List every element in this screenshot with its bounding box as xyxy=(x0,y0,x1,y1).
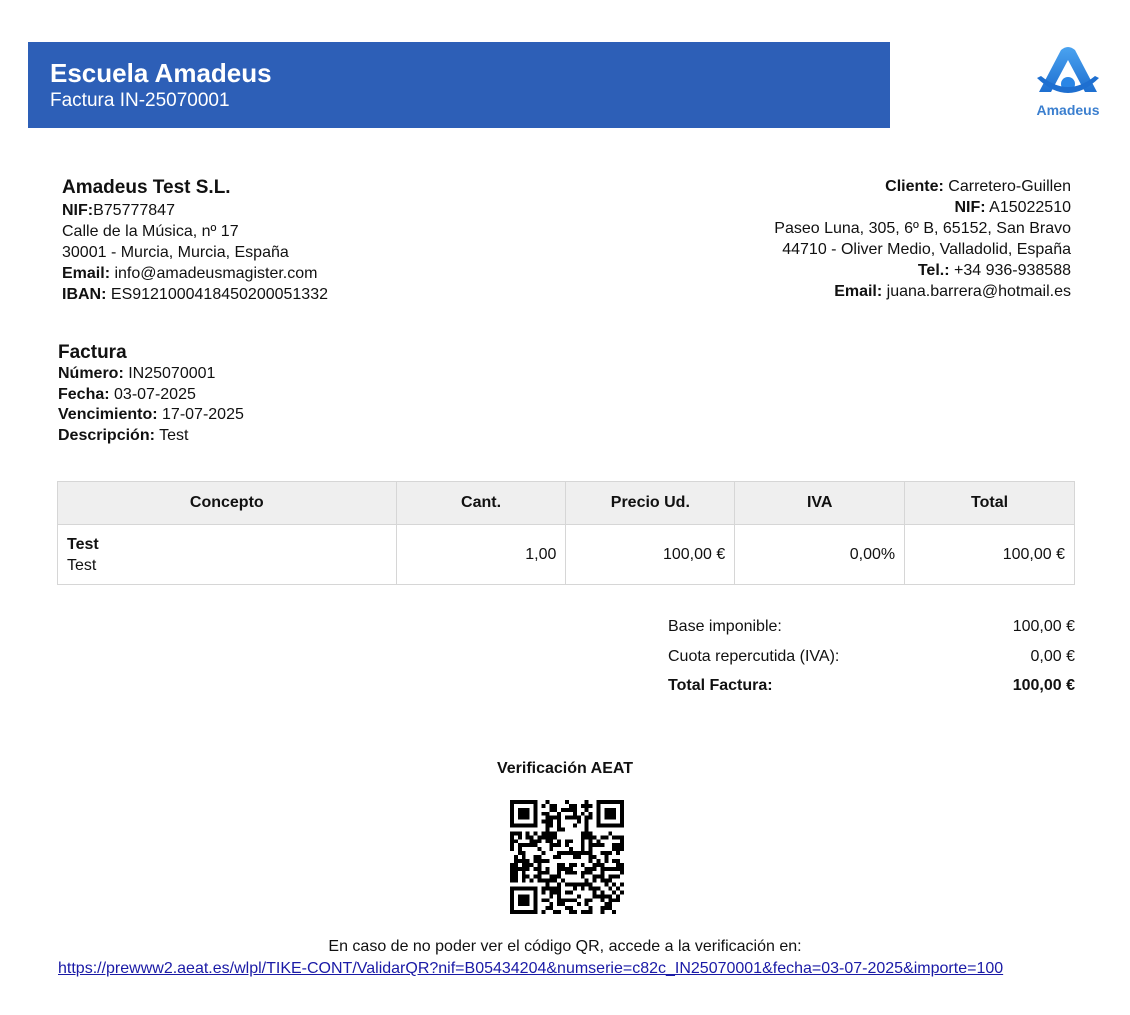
school-name: Escuela Amadeus xyxy=(50,58,272,88)
items-table xyxy=(57,481,1075,585)
amadeus-logo xyxy=(1030,46,1106,126)
verification-note: En caso de no poder ver el código QR, accede a la verificación en: xyxy=(328,938,802,955)
invoice-date-label: Fecha: xyxy=(58,385,110,403)
invoice-number-label: Número: xyxy=(58,365,124,382)
client-block xyxy=(774,176,1071,302)
table-header-row xyxy=(58,482,1075,525)
concept-subtitle: Test xyxy=(67,556,97,574)
vat-value: 0,00 € xyxy=(1030,647,1075,665)
issuer-email-line xyxy=(62,263,328,284)
verification-link[interactable]: https://prewww2.aeat.es/wlpl/TIKE-CONT/ValidarQR?nif=B05434204&numserie=c82c_IN25070001&fecha=03-07-2025&importe=100 xyxy=(58,960,1004,977)
amadeus-logo-icon xyxy=(1035,46,1101,100)
client-address1: Paseo Luna, 305, 6º B, 65152, San Bravo xyxy=(774,220,1071,237)
client-email-line xyxy=(774,281,1071,302)
header-price: Precio Ud. xyxy=(566,482,735,525)
client-name-line xyxy=(774,176,1071,197)
client-name: Carretero-Guillen xyxy=(948,178,1071,195)
invoice-due: 17-07-2025 xyxy=(162,406,244,423)
header-vat: IVA xyxy=(735,482,905,525)
base-label: Base imponible: xyxy=(668,618,782,635)
issuer-company: Amadeus Test S.L. xyxy=(62,177,231,198)
invoice-due-label: Vencimiento: xyxy=(58,406,158,423)
header-concept: Concepto xyxy=(58,482,397,525)
vat-cell: 0,00% xyxy=(735,525,905,585)
client-tel-label: Tel.: xyxy=(917,262,950,279)
issuer-nif: B75777847 xyxy=(93,202,175,219)
price-cell: 100,00 € xyxy=(566,525,735,585)
header-band xyxy=(28,42,890,128)
client-email: juana.barrera@hotmail.es xyxy=(886,283,1071,300)
issuer-block xyxy=(62,176,328,305)
invoice-heading: Factura xyxy=(58,342,127,363)
issuer-address1: Calle de la Música, nº 17 xyxy=(62,223,239,240)
issuer-iban-line xyxy=(62,284,328,305)
issuer-iban-label: IBAN: xyxy=(62,286,107,303)
client-address2: 44710 - Oliver Medio, Valladolid, España xyxy=(782,241,1071,258)
issuer-nif-label: NIF: xyxy=(62,202,94,219)
table-row xyxy=(58,525,1075,585)
invoice-info xyxy=(58,342,244,446)
invoice-number-line xyxy=(58,364,244,385)
issuer-nif-line xyxy=(62,200,328,221)
vat-label: Cuota repercutida (IVA): xyxy=(668,647,840,665)
invoice-date: 03-07-2025 xyxy=(114,385,196,403)
totals-block xyxy=(668,614,1075,703)
header-total: Total xyxy=(905,482,1075,525)
total-cell: 100,00 € xyxy=(905,525,1075,585)
invoice-desc-label: Descripción: xyxy=(58,426,155,444)
base-value: 100,00 € xyxy=(1012,618,1075,635)
invoice-desc-line xyxy=(58,426,244,447)
qr-code-icon xyxy=(510,800,624,914)
issuer-address2: 30001 - Murcia, Murcia, España xyxy=(62,244,289,261)
concept-cell xyxy=(58,525,397,585)
total-value: 100,00 € xyxy=(1012,677,1075,694)
total-row xyxy=(668,673,1075,703)
client-tel: +34 936-938588 xyxy=(954,262,1071,279)
concept-title: Test xyxy=(67,535,99,553)
client-nif-line xyxy=(774,197,1071,218)
vat-row xyxy=(668,644,1075,674)
invoice-reference: Factura IN-25070001 xyxy=(50,90,230,111)
invoice-number: IN25070001 xyxy=(128,365,216,382)
base-row xyxy=(668,614,1075,644)
invoice-due-line xyxy=(58,405,244,426)
client-tel-line xyxy=(774,260,1071,281)
client-nif: A15022510 xyxy=(989,199,1071,216)
header-qty: Cant. xyxy=(396,482,566,525)
invoice-date-line xyxy=(58,385,244,406)
issuer-iban: ES9121000418450200051332 xyxy=(110,286,328,303)
qty-cell: 1,00 xyxy=(396,525,566,585)
client-email-label: Email: xyxy=(834,283,883,300)
total-label: Total Factura: xyxy=(668,677,773,694)
invoice-desc: Test xyxy=(159,426,189,444)
issuer-email: info@amadeusmagister.com xyxy=(114,265,318,282)
verification-title: Verificación AEAT xyxy=(496,760,634,777)
logo-text: Amadeus xyxy=(1036,102,1100,118)
client-label: Cliente: xyxy=(885,178,944,195)
issuer-email-label: Email: xyxy=(62,265,111,282)
client-nif-label: NIF: xyxy=(954,199,986,216)
